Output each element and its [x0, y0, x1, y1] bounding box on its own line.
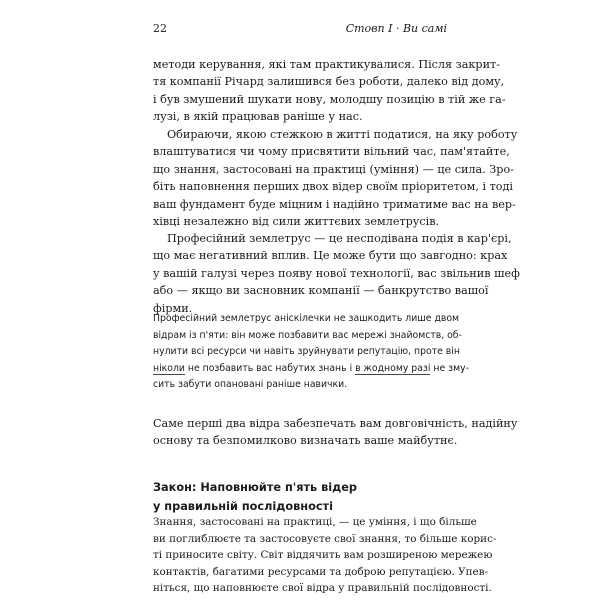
text-line: ті приносите світу. Світ віддячить вам розширеною мережею: [153, 549, 493, 562]
paragraph-3: [153, 230, 520, 317]
quote-line: сить забути опановані раніше навички.: [153, 379, 348, 391]
text-line: ви поглиблюєте та застосовуєте свої знання, то більше корис-: [153, 532, 497, 545]
text-line: основу та безпомилково визначать ваше майбутнє.: [153, 434, 458, 448]
text-line: або — якщо ви засновник компанії — банкрутство вашої: [153, 284, 489, 298]
text-line: лузі, в якій працював раніше у нас.: [153, 110, 363, 124]
section-heading: [153, 478, 448, 516]
text-line: фірми.: [153, 301, 193, 315]
quote-line: [153, 361, 469, 378]
text-line: Професійний землетрус — це несподівана подія в кар'єрі,: [167, 232, 512, 245]
text-line: Саме перші два відра забезпечать вам довговічність, надійну: [153, 417, 518, 430]
text-line: ваш фундамент буде міцним і надійно триматиме вас на вер-: [153, 197, 516, 211]
text-line: ніться, що наповнюєте свої відра у правильній послідовності.: [153, 582, 492, 595]
running-title: Стовп І · Ви самі: [345, 22, 447, 35]
text-line: хівці незалежно від сили життєвих землетрусів.: [153, 214, 440, 228]
text-line: біть наповнення перших двох відер своїм пріоритетом, і тоді: [153, 180, 513, 194]
quote-text: не позбавить вас набутих знань і: [184, 362, 356, 374]
text-line: і був змушений шукати нову, молодшу позицію в тій же га-: [153, 92, 506, 106]
quote-text: не зму-: [430, 362, 469, 374]
page-number: 22: [153, 22, 167, 35]
underlined-phrase-in-no-case: в жодному разі: [355, 362, 431, 374]
text-line: у вашій галузі через появу нової технології, вас звільнив шеф: [153, 266, 520, 280]
paragraph-4: [153, 415, 518, 450]
paragraph-5: [153, 514, 497, 597]
text-line: влаштуватися чи чому присвятити вільний час, пам'ятайте,: [153, 145, 510, 159]
page-header: [153, 22, 447, 42]
heading-line: Закон: Наповнюйте п'ять відер: [153, 481, 358, 494]
quote-line: Професійний землетрус аніскілечки не зашкодить лише двом: [153, 313, 460, 324]
heading-line: у правильній послідовності: [153, 500, 333, 513]
text-line: контактів, багатими ресурсами та доброю репутацією. Упев-: [153, 565, 489, 578]
underlined-word-never: ніколи: [153, 362, 185, 374]
paragraph-2: [153, 126, 518, 230]
quote-line: відрам із п'яти: він може позбавити вас мережі знайомств, об-: [153, 329, 462, 341]
paragraph-1: [153, 56, 506, 126]
text-line: тя компанії Річард залишився без роботи, далеко від дому,: [153, 75, 505, 89]
text-line: що знання, застосовані на практиці (уміння) — це сила. Зро-: [153, 162, 514, 176]
text-line: що має негативний вплив. Це може бути що завгодно: крах: [153, 249, 508, 263]
pull-quote: [153, 311, 469, 394]
text-line: Знання, застосовані на практиці, — це уміння, і що більше: [153, 516, 477, 528]
text-line: методи керування, які там практикувалися. Після закрит-: [153, 58, 500, 71]
quote-line: нулити всі ресурси чи навіть зруйнувати репутацію, проте він: [153, 346, 460, 358]
text-line: Обираючи, якою стежкою в житті податися, на яку роботу: [167, 128, 518, 141]
